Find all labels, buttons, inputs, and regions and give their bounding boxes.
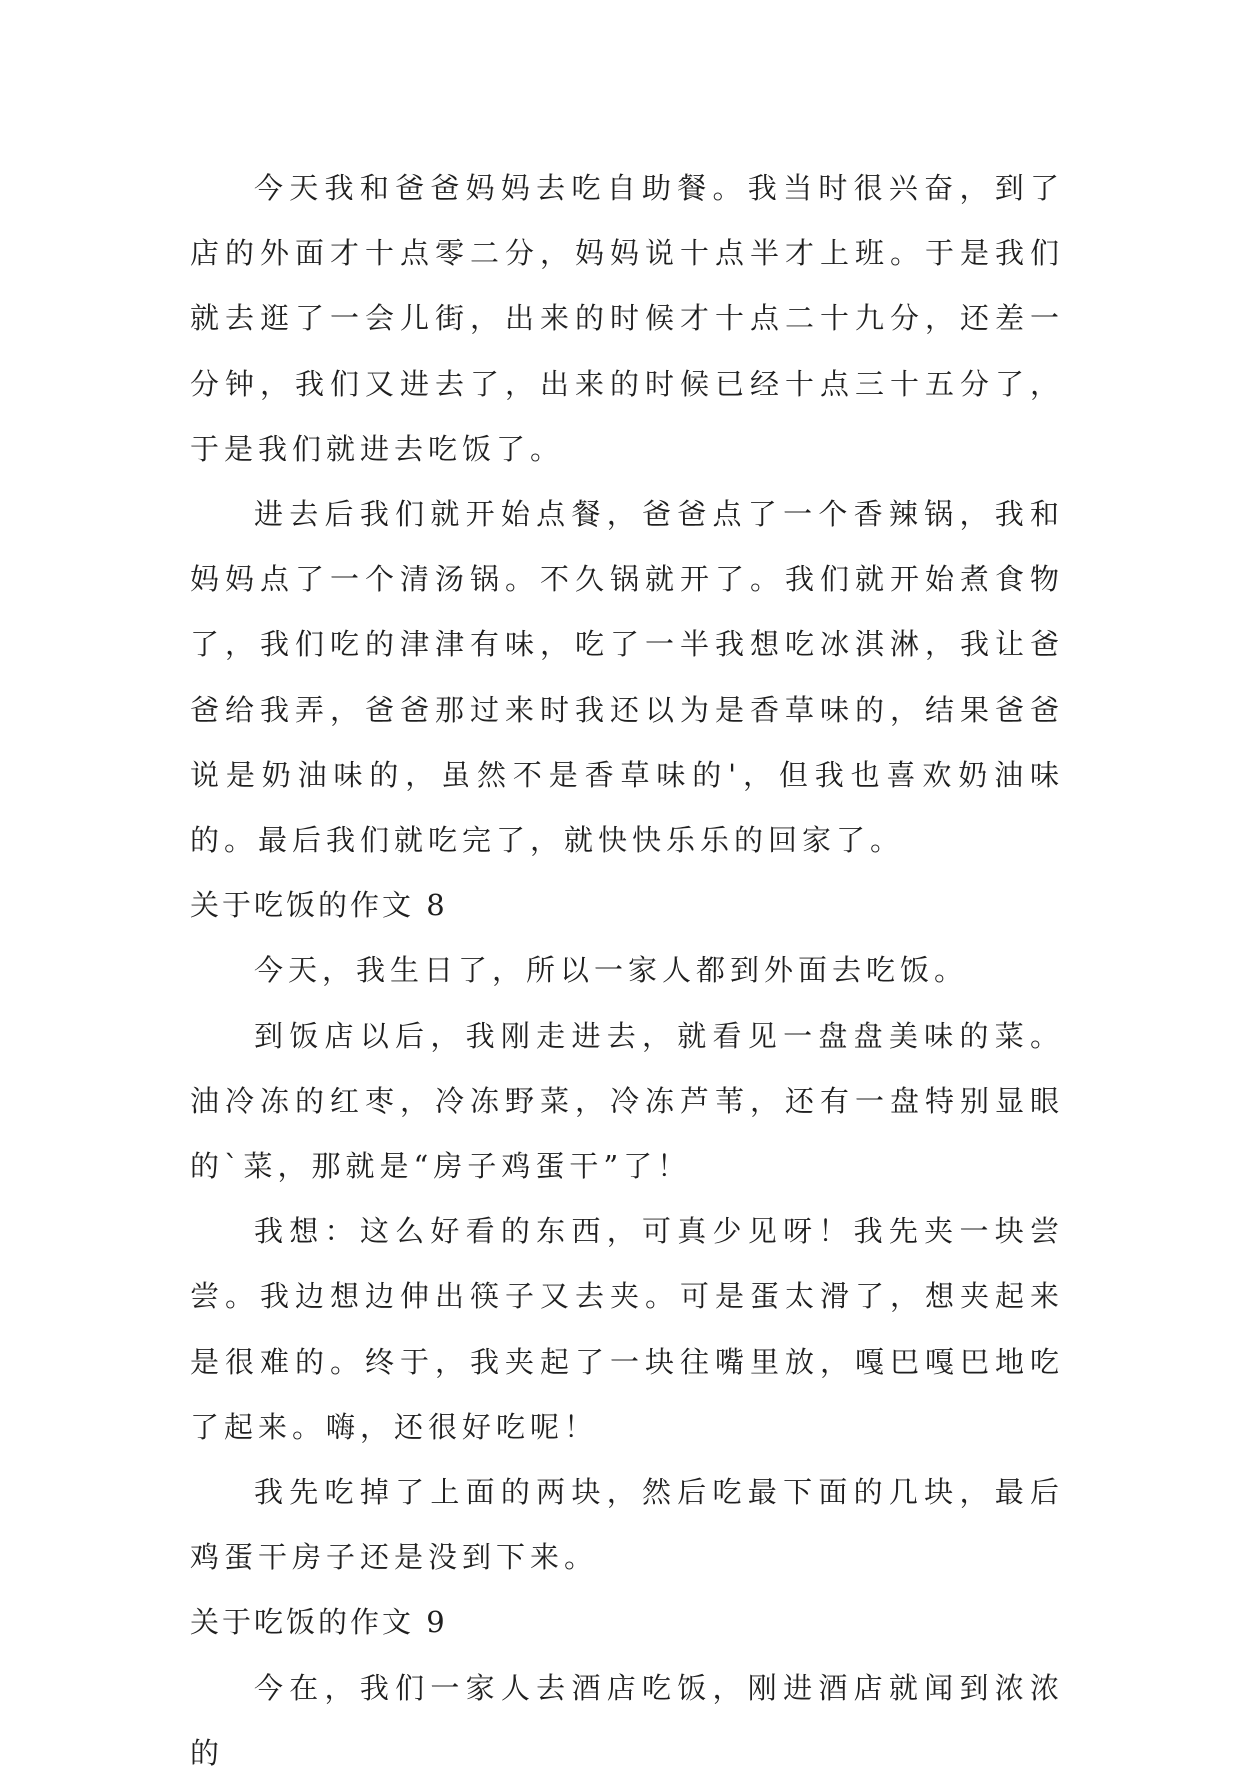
- paragraph: 我想：这么好看的东西，可真少见呀！我先夹一块尝尝。我边想边伸出筷子又去夹。可是蛋太滑了，想夹起来是很难的。终于，我夹起了一块往嘴里放，嘎巴嘎巴地吃了起来。嗨，还很好吃呢！: [190, 1214, 1064, 1444]
- paragraph: 到饭店以后，我刚走进去，就看见一盘盘美味的菜。油冷冻的红枣，冷冻野菜，冷冻芦苇，还有一盘特别显眼的`菜，那就是“房子鸡蛋干”了！: [190, 1018, 1064, 1184]
- paragraph: 进去后我们就开始点餐，爸爸点了一个香辣锅，我和妈妈点了一个清汤锅。不久锅就开了。我们就开始煮食物了，我们吃的津津有味，吃了一半我想吃冰淇淋，我让爸爸给我弄，爸爸那过来时我还以为是香草味的，结果爸爸说是奶油味的，虽然不是香草味的'，但我也喜欢奶油味的。最后我们就吃完了，就快快乐乐的回家了。: [190, 497, 1064, 858]
- section-heading: 关于吃饭的作文 8: [190, 888, 448, 923]
- paragraph: 今在，我们一家人去酒店吃饭，刚进酒店就闻到浓浓的: [190, 1670, 1064, 1770]
- paragraph: 我先吃掉了上面的两块，然后吃最下面的几块，最后鸡蛋干房子还是没到下来。: [190, 1475, 1064, 1575]
- paragraph: 今天，我生日了，所以一家人都到外面去吃饭。: [254, 953, 969, 988]
- paragraph: 今天我和爸爸妈妈去吃自助餐。我当时很兴奋，到了店的外面才十点零二分，妈妈说十点半才上班。于是我们就去逛了一会儿街，出来的时候才十点二十九分，还差一分钟，我们又进去了，出来的时候已经十点三十五分了，于是我们就进去吃饭了。: [190, 171, 1064, 466]
- section-heading: 关于吃饭的作文 9: [190, 1605, 448, 1640]
- document-body: [190, 156, 1064, 1786]
